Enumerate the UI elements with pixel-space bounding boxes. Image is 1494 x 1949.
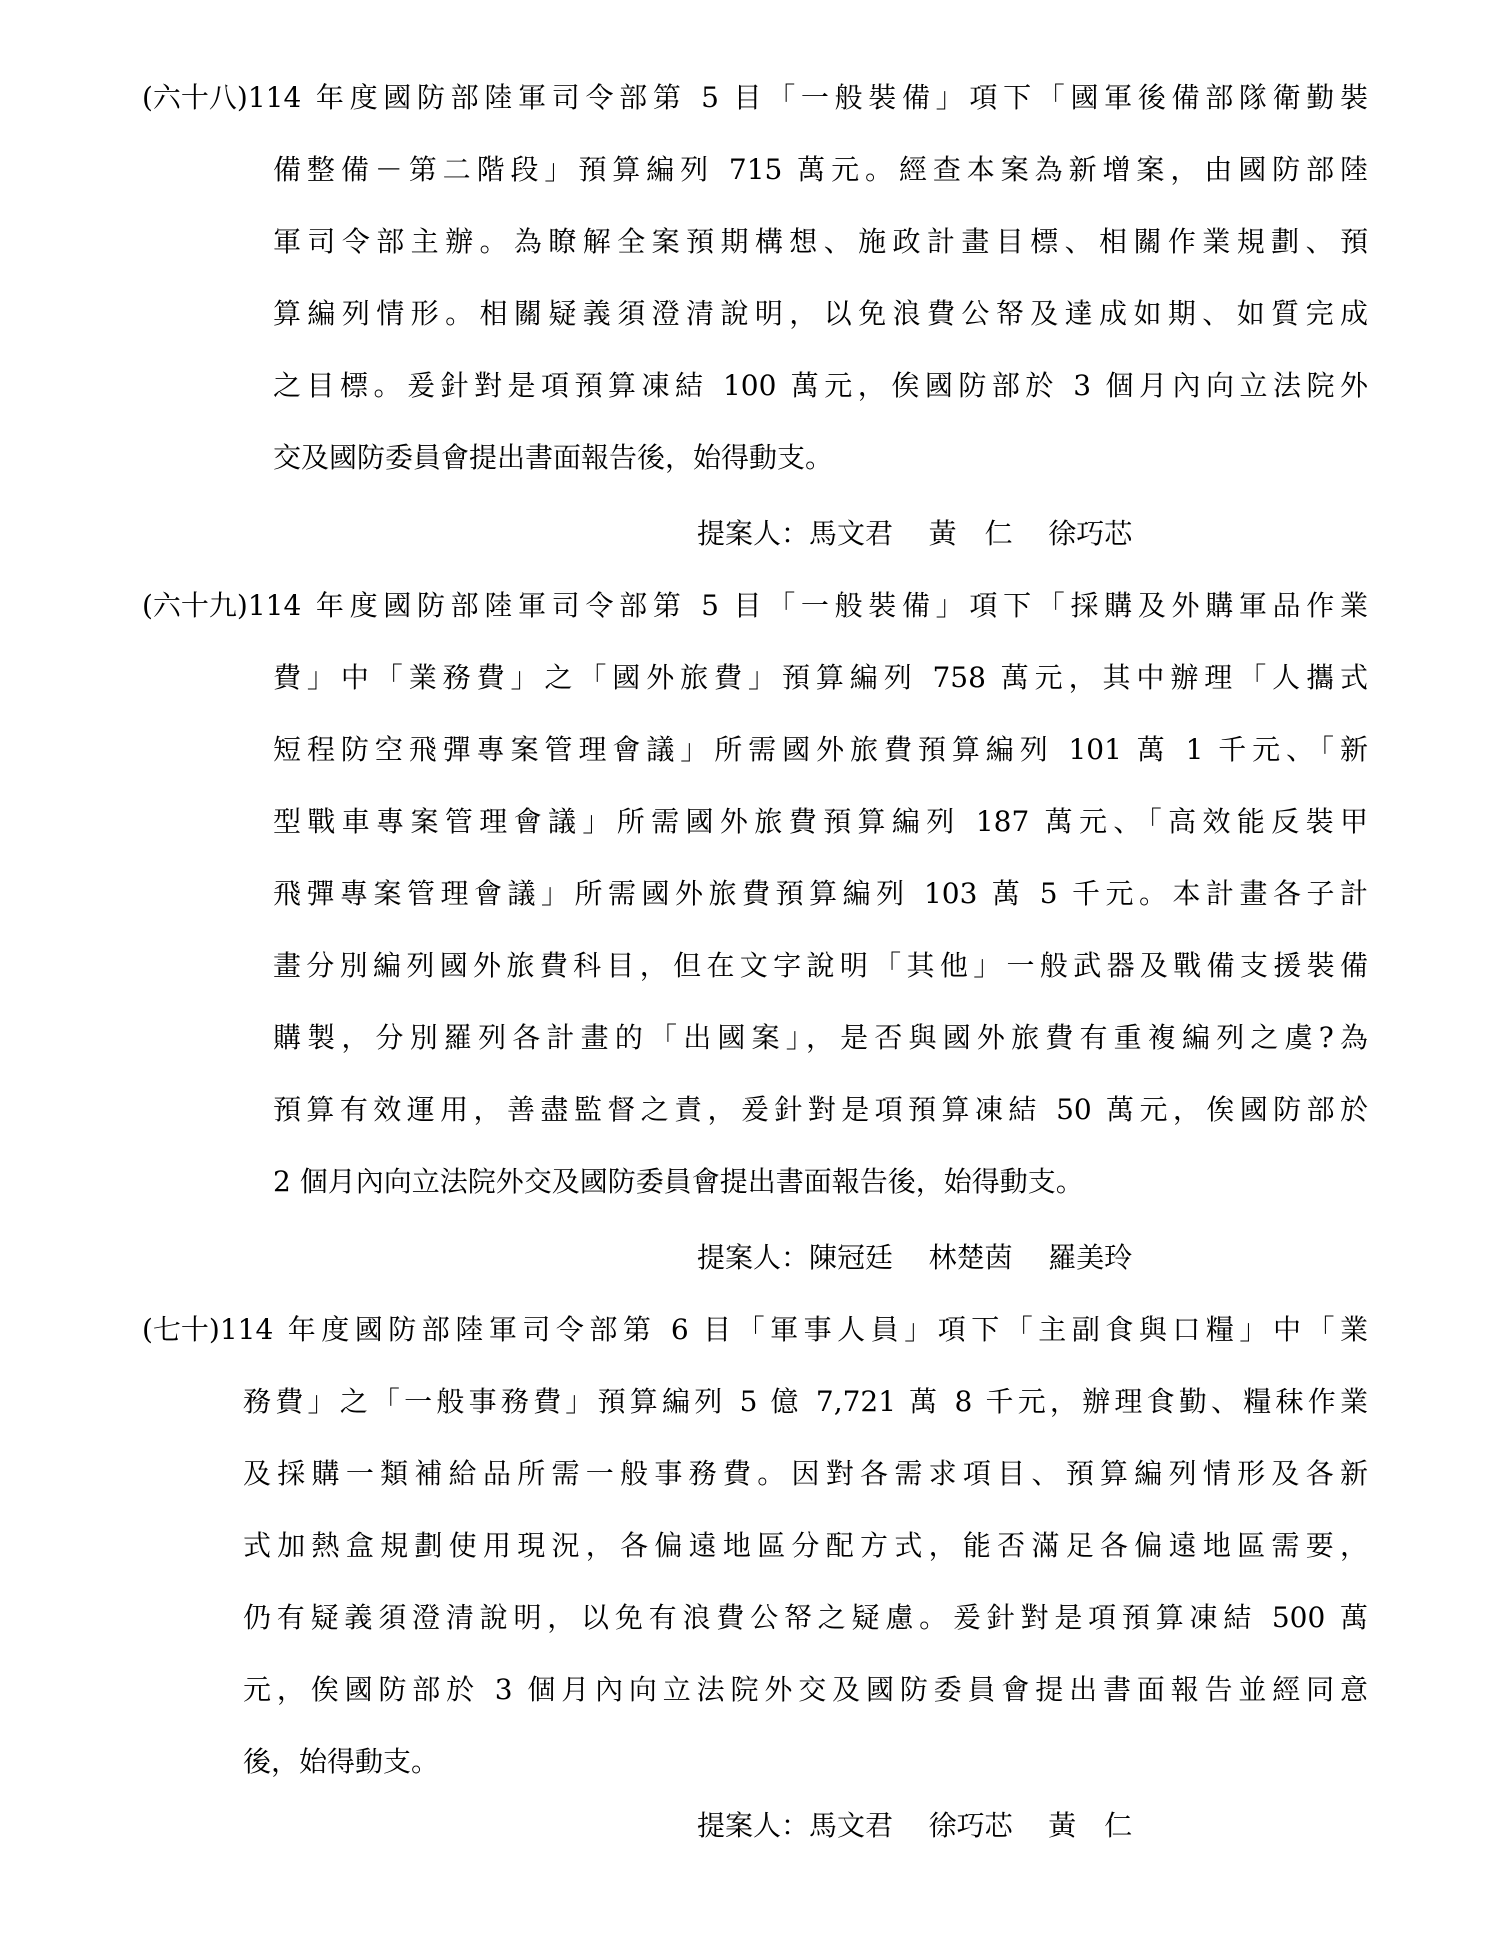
motion-text-line: 算編列情形。相關疑義須澄清說明，以免浪費公帑及達成如期、如質完成 (273, 297, 1368, 330)
motion-number: (六十八) (142, 81, 248, 114)
proposer-name: 羅美玲 (1048, 1241, 1133, 1274)
proposer-name: 陳冠廷 (809, 1241, 894, 1274)
motion-text-line: 預算有效運用，善盡監督之責，爰針對是項預算凍結 50 萬元，俟國防部於 (273, 1093, 1368, 1126)
proposer-name: 馬文君 (809, 1809, 894, 1842)
proposers-signature (697, 1790, 1132, 1862)
motion-text-line: 型戰車專案管理會議」所需國外旅費預算編列 187 萬元、「高效能反裝甲 (273, 805, 1368, 838)
proposer-name: 黃 仁 (1048, 1809, 1133, 1842)
proposer-name: 林楚茵 (928, 1241, 1013, 1274)
motion-text-line: 114 年度國防部陸軍司令部第 6 目「軍事人員」項下「主副食與口糧」中「業 (219, 1313, 1368, 1346)
proposer-name: 黃 仁 (928, 517, 1013, 550)
motion-text-line: 元，俟國防部於 3 個月內向立法院外交及國防委員會提出書面報告並經同意 (243, 1673, 1368, 1706)
motion-number: (六十九) (142, 589, 248, 622)
proposers-label: 提案人： (697, 517, 810, 550)
motion-text-line: 短程防空飛彈專案管理會議」所需國外旅費預算編列 101 萬 1 千元、「新 (273, 733, 1368, 766)
motion-69 (142, 570, 1368, 1218)
proposer-name: 馬文君 (809, 517, 894, 550)
motion-70 (142, 1294, 1368, 1798)
proposers-signature (697, 1222, 1132, 1294)
motion-number: (七十) (142, 1313, 220, 1346)
motion-text-line: 購製，分別羅列各計畫的「出國案」，是否與國外旅費有重複編列之虞?為 (273, 1021, 1368, 1054)
motion-text-line: 114 年度國防部陸軍司令部第 5 目「一般裝備」項下「採購及外購軍品作業 (247, 589, 1368, 622)
proposers-label: 提案人： (697, 1809, 810, 1842)
motion-text-line: 後，始得動支。 (243, 1745, 440, 1778)
motion-text-line: 軍司令部主辦。為瞭解全案預期構想、施政計畫目標、相關作業規劃、預 (273, 225, 1368, 258)
proposer-name: 徐巧芯 (1048, 517, 1133, 550)
motion-text-line: 備整備－第二階段」預算編列 715 萬元。經查本案為新增案，由國防部陸 (273, 153, 1368, 186)
proposer-name: 徐巧芯 (928, 1809, 1013, 1842)
motion-body (273, 642, 1368, 1218)
motion-text-line: 交及國防委員會提出書面報告後，始得動支。 (273, 441, 834, 474)
motion-text-line: 費」中「業務費」之「國外旅費」預算編列 758 萬元，其中辦理「人攜式 (273, 661, 1368, 694)
motion-text-line: 2 個月內向立法院外交及國防委員會提出書面報告後，始得動支。 (273, 1165, 1084, 1198)
motion-text-line: 114 年度國防部陸軍司令部第 5 目「一般裝備」項下「國軍後備部隊衛勤裝 (247, 81, 1368, 114)
proposers-signature (697, 498, 1132, 570)
motion-text-line: 畫分別編列國外旅費科目，但在文字說明「其他」一般武器及戰備支援裝備 (273, 949, 1368, 982)
motion-text-line: 式加熱盒規劃使用現況，各偏遠地區分配方式，能否滿足各偏遠地區需要， (243, 1529, 1368, 1562)
motion-body (273, 134, 1368, 494)
motion-text-line: 及採購一類補給品所需一般事務費。因對各需求項目、預算編列情形及各新 (243, 1457, 1368, 1490)
motion-text-line: 之目標。爰針對是項預算凍結 100 萬元，俟國防部於 3 個月內向立法院外 (273, 369, 1368, 402)
motion-text-line: 仍有疑義須澄清說明，以免有浪費公帑之疑慮。爰針對是項預算凍結 500 萬 (243, 1601, 1368, 1634)
motion-text-line: 飛彈專案管理會議」所需國外旅費預算編列 103 萬 5 千元。本計畫各子計 (273, 877, 1368, 910)
motion-text-line: 務費」之「一般事務費」預算編列 5 億 7,721 萬 8 千元，辦理食勤、糧秣作業 (243, 1385, 1368, 1418)
motion-68 (142, 62, 1368, 494)
motion-body (243, 1366, 1368, 1798)
proposers-label: 提案人： (697, 1241, 810, 1274)
